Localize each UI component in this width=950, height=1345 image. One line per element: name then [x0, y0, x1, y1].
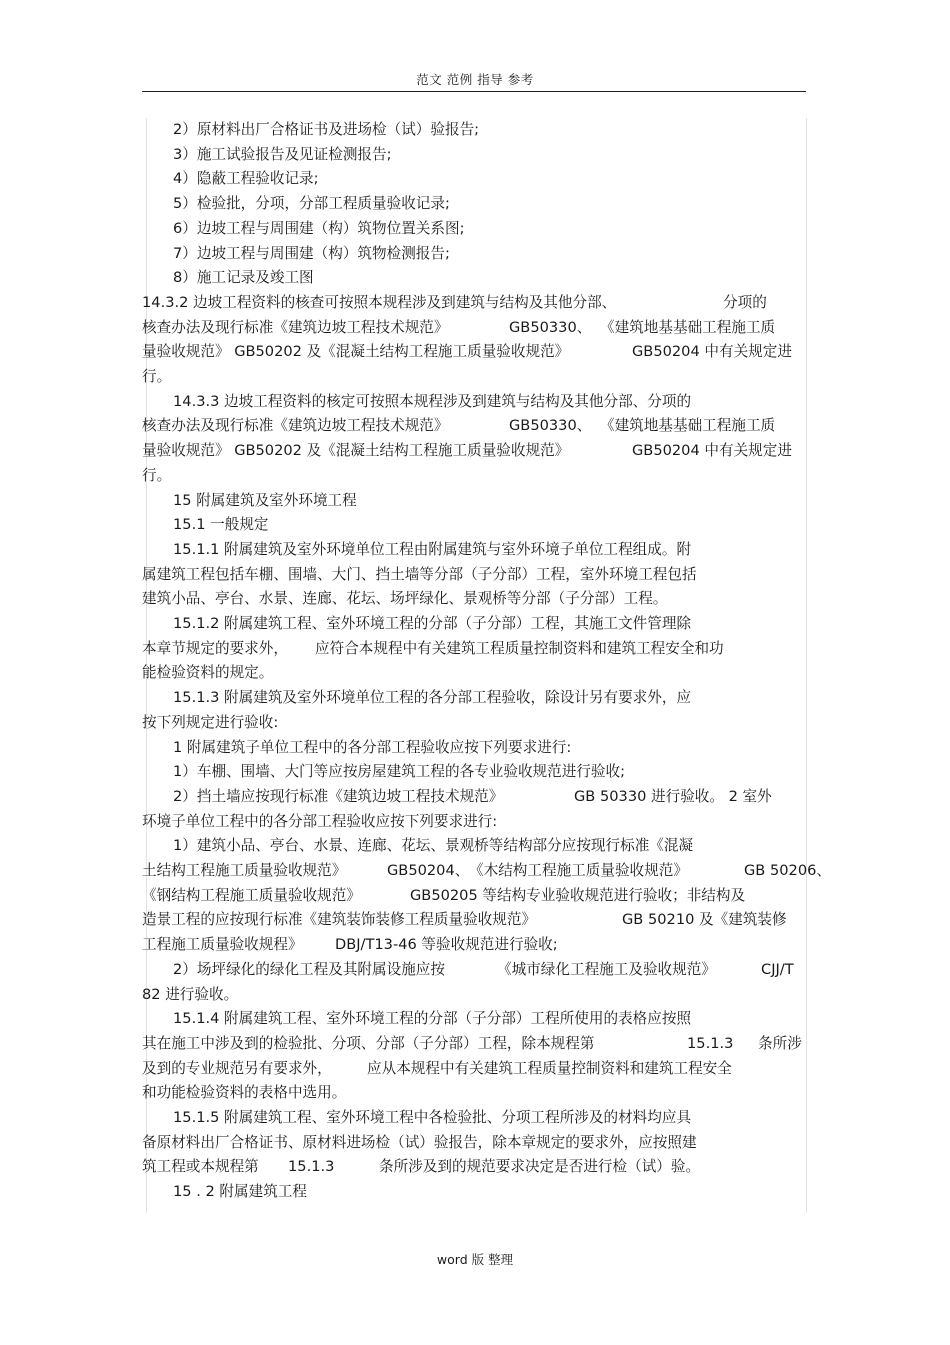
- text-segment: 应符合本规程中有关建筑工程质量控制资料和建筑工程安全和功: [315, 639, 724, 657]
- text-segment: 环境子单位工程中的各分部工程验收应按下列要求进行:: [142, 812, 498, 830]
- text-segment: 15.1.4 附属建筑工程、室外环境工程的分部（子分部）工程所使用的表格应按照: [173, 1010, 692, 1028]
- text-segment: 15.1.3: [687, 1034, 734, 1052]
- text-segment: 《钢结构工程施工质量验收规范》: [142, 886, 361, 904]
- text-segment: 工程施工质量验收规程》: [142, 936, 303, 954]
- text-segment: 6）边坡工程与周围建（构）筑物位置关系图;: [173, 219, 465, 237]
- text-segment: 应从本规程中有关建筑工程质量控制资料和建筑工程安全: [367, 1059, 732, 1077]
- text-segment: 建筑小品、亭台、水景、连廊、花坛、场坪绿化、景观桥等分部（子分部）工程。: [142, 590, 668, 608]
- text-segment: 和功能检验资料的表格中选用。: [142, 1084, 347, 1102]
- text-segment: 及到的专业规范另有要求外，: [142, 1059, 332, 1077]
- text-segment: 土结构工程施工质量验收规范》: [142, 862, 347, 879]
- text-segment: 3）施工试验报告及见证检测报告;: [173, 145, 392, 163]
- text-segment: 其在施工中涉及到的检验批、分项、分部（子分部）工程，除本规程第: [142, 1034, 595, 1052]
- text-segment: 2）原材料出厂合格证书及进场检（试）验报告;: [173, 121, 480, 138]
- text-segment: 量验收规范》 GB50202 及《混凝土结构工程施工质量验收规范》: [142, 343, 570, 361]
- text-segment: 15.1.5 附属建筑工程、室外环境工程中各检验批、分项工程所涉及的材料均应具: [173, 1109, 692, 1126]
- text-segment: 15 . 2 附属建筑工程: [173, 1183, 307, 1201]
- text-segment: GB 50210 及《建筑装修: [622, 911, 787, 929]
- text-segment: 1 附属建筑子单位工程中的各分部工程验收应按下列要求进行:: [173, 738, 572, 756]
- text-segment: 造景工程的应按现行标准《建筑装饰装修工程质量验收规范》: [142, 911, 537, 929]
- text-segment: 7）边坡工程与周围建（构）筑物检测报告;: [173, 244, 450, 262]
- text-segment: 核查办法及现行标准《建筑边坡工程技术规范》: [142, 318, 449, 336]
- text-segment: 行。: [142, 368, 172, 385]
- text-segment: 量验收规范》 GB50202 及《混凝土结构工程施工质量验收规范》: [142, 442, 570, 460]
- text-segment: 能检验资料的规定。: [142, 664, 274, 682]
- text-segment: 筑工程或本规程第: [142, 1158, 259, 1176]
- text-segment: 2）挡土墙应按现行标准《建筑边坡工程技术规范》: [173, 787, 504, 805]
- text-segment: 5）检验批，分项，分部工程质量验收记录;: [173, 195, 450, 213]
- text-segment: 分项的: [723, 293, 767, 311]
- text-segment: 14.3.2 边坡工程资料的核查可按照本规程涉及到建筑与结构及其他分部、: [142, 293, 617, 311]
- text-segment: 4）隐蔽工程验收记录;: [173, 170, 319, 188]
- text-segment: CJJ/T: [761, 960, 794, 978]
- page-header: 范文 范例 指导 参考: [416, 72, 534, 87]
- page-footer: word 版 整理: [436, 1252, 514, 1267]
- text-segment: 《建筑地基基础工程施工质: [600, 417, 776, 435]
- text-segment: 《建筑地基基础工程施工质: [600, 318, 776, 336]
- text-segment: GB50205 等结构专业验收规范进行验收；非结构及: [410, 886, 746, 904]
- text-segment: 15.1.3 附属建筑及室外环境单位工程的各分部工程验收，除设计另有要求外，应: [173, 689, 692, 707]
- text-segment: 1）车棚、围墙、大门等应按房屋建筑工程的各专业验收规范进行验收;: [173, 763, 626, 781]
- text-segment: GB50330、: [509, 417, 592, 435]
- text-segment: GB50330、: [509, 318, 592, 336]
- text-segment: GB 50330 进行验收。 2 室外: [574, 787, 772, 805]
- text-segment: 14.3.3 边坡工程资料的核定可按照本规程涉及到建筑与结构及其他分部、分项的: [173, 392, 692, 410]
- text-segment: 82 进行验收。: [142, 985, 239, 1003]
- text-segment: 行。: [142, 466, 172, 484]
- text-segment: 本章节规定的要求外，: [142, 639, 288, 657]
- text-segment: 15.1.1 附属建筑及室外环境单位工程由附属建筑与室外环境子单位工程组成。附: [173, 540, 692, 558]
- text-segment: 15.1.2 附属建筑工程、室外环境工程的分部（子分部）工程，其施工文件管理除: [173, 615, 692, 632]
- text-segment: 《城市绿化工程施工及验收规范》: [497, 960, 716, 978]
- header-rule: [142, 91, 806, 92]
- text-segment: GB50204、: [387, 862, 470, 879]
- text-segment: 15.1 一般规定: [173, 516, 269, 534]
- text-segment: 条所涉: [758, 1034, 802, 1052]
- right-margin-rule: [806, 118, 807, 1213]
- text-segment: 15 附属建筑及室外环境工程: [173, 491, 357, 509]
- text-segment: 15.1.3: [288, 1158, 335, 1176]
- text-segment: 备原材料出厂合格证书、原材料进场检（试）验报告，除本章规定的要求外，应按照建: [142, 1133, 697, 1151]
- text-segment: 条所涉及到的规范要求决定是否进行检（试）验。: [379, 1158, 701, 1176]
- text-segment: 按下列规定进行验收:: [142, 713, 279, 731]
- text-segment: 2）场坪绿化的绿化工程及其附属设施应按: [173, 960, 445, 978]
- text-segment: 属建筑工程包括车棚、围墙、大门、挡土墙等分部（子分部）工程，室外环境工程包括: [142, 565, 697, 583]
- text-segment: 《木结构工程施工质量验收规范》: [469, 862, 688, 879]
- text-segment: 1）建筑小品、亭台、水景、连廊、花坛、景观桥等结构部分应按现行标准《混凝: [173, 837, 694, 855]
- text-segment: GB50204 中有关规定进: [632, 343, 792, 361]
- text-segment: GB 50206、: [744, 862, 831, 879]
- text-segment: DBJ/T13-46 等验收规范进行验收;: [335, 936, 558, 954]
- text-segment: GB50204 中有关规定进: [632, 442, 792, 460]
- text-segment: 核查办法及现行标准《建筑边坡工程技术规范》: [142, 417, 449, 435]
- text-segment: 8）施工记录及竣工图: [173, 269, 314, 287]
